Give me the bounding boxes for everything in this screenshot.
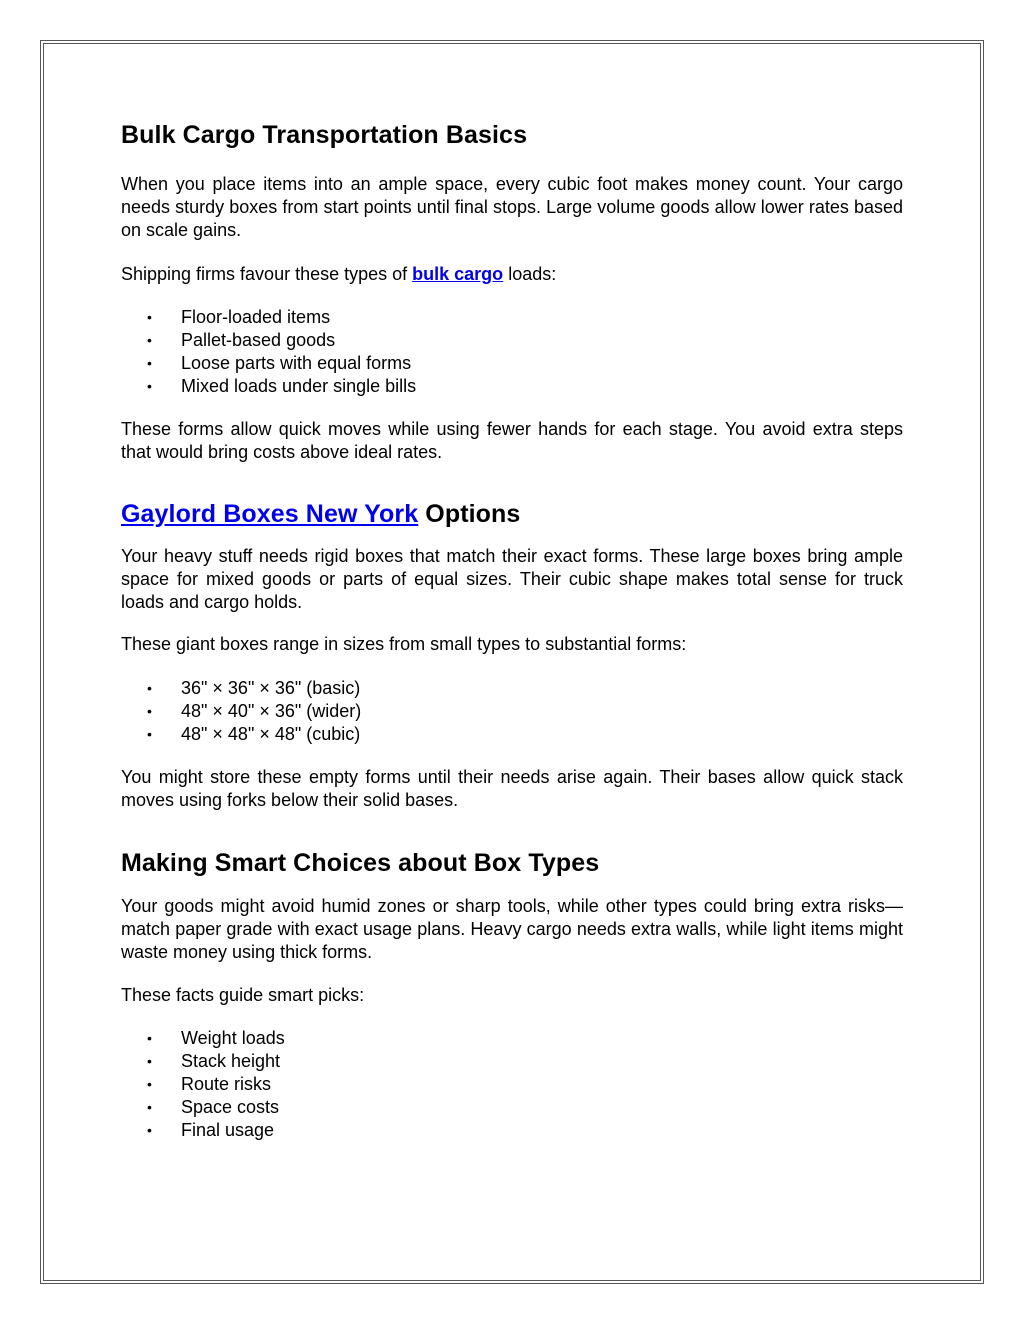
bullet-icon: • (147, 1099, 152, 1115)
list-item (121, 1050, 903, 1073)
list-item-text: Route risks (181, 1074, 272, 1094)
list-item (121, 329, 903, 352)
bullet-icon: • (147, 378, 152, 394)
bullet-icon: • (147, 309, 152, 325)
bulk-cargo-list (121, 306, 903, 398)
list-item-text: 48" × 40" × 36" (wider) (181, 701, 362, 721)
list-item-text: Space costs (181, 1097, 280, 1117)
list-item-text: Final usage (181, 1120, 275, 1140)
paragraph-bulk-cargo-closing: These forms allow quick moves while using fewer hands for each stage. You avoid extra steps that would bring costs above ideal rates. (121, 419, 903, 462)
smart-picks-list (121, 1027, 903, 1142)
section-heading-gaylord-boxes (121, 497, 903, 531)
list-item-text: Stack height (181, 1051, 281, 1071)
list-item-text: Loose parts with equal forms (181, 353, 412, 373)
list-item (121, 677, 903, 700)
paragraph-gaylord-intro: Your heavy stuff needs rigid boxes that match their exact forms. These large boxes bring ample space for mixed goods or parts of equal sizes. Their cubic shape makes total sense for truck loads and cargo holds. (121, 546, 903, 612)
list-item-text: 48" × 48" × 48" (cubic) (181, 724, 361, 744)
list-item-text: Mixed loads under single bills (181, 376, 417, 396)
bullet-icon: • (147, 355, 152, 371)
box-sizes-list (121, 677, 903, 746)
list-item (121, 723, 903, 746)
list-item-text: Pallet-based goods (181, 330, 336, 350)
bullet-icon: • (147, 1053, 152, 1069)
list-item-text: 36" × 36" × 36" (basic) (181, 678, 361, 698)
paragraph-gaylord-lead: These giant boxes range in sizes from small types to substantial forms: (121, 634, 687, 654)
list-item (121, 375, 903, 398)
list-item-text: Floor-loaded items (181, 307, 331, 327)
list-item (121, 1073, 903, 1096)
list-item (121, 700, 903, 723)
paragraph-smart-choices-intro: Your goods might avoid humid zones or sharp tools, while other types could bring extra risks—match paper grade with exact usage plans. Heavy cargo needs extra walls, while light items might waste money using thick forms. (121, 896, 903, 962)
list-item (121, 1119, 903, 1142)
bulk-cargo-link[interactable]: bulk cargo (412, 264, 504, 284)
list-item-text: Weight loads (181, 1028, 285, 1048)
paragraph-bulk-cargo-intro: When you place items into an ample space, every cubic foot makes money count. Your cargo needs sturdy boxes from start points until final stops. Large volume goods allow lower rates based on scale gains. (121, 174, 903, 240)
list-item (121, 1027, 903, 1050)
gaylord-boxes-link[interactable]: Gaylord Boxes New York (121, 500, 419, 528)
document-body (121, 118, 903, 1142)
section-heading-bulk-cargo: Bulk Cargo Transportation Basics (121, 121, 528, 149)
bullet-icon: • (147, 332, 152, 348)
list-item (121, 1096, 903, 1119)
bullet-icon: • (147, 703, 152, 719)
list-item (121, 306, 903, 329)
paragraph-gaylord-closing: You might store these empty forms until their needs arise again. Their bases allow quick stack moves using forks below their solid bases. (121, 767, 903, 810)
bullet-icon: • (147, 726, 152, 742)
bullet-icon: • (147, 1076, 152, 1092)
section-heading-smart-choices: Making Smart Choices about Box Types (121, 849, 600, 877)
bullet-icon: • (147, 1030, 152, 1046)
bullet-icon: • (147, 1122, 152, 1138)
paragraph-smart-choices-lead: These facts guide smart picks: (121, 985, 365, 1005)
bullet-icon: • (147, 680, 152, 696)
list-item (121, 352, 903, 375)
lead-text-before: Shipping firms favour these types of (121, 264, 413, 284)
paragraph-bulk-cargo-lead (121, 263, 903, 286)
heading-text-after: Options (418, 500, 521, 528)
lead-text-after: loads: (503, 264, 557, 284)
